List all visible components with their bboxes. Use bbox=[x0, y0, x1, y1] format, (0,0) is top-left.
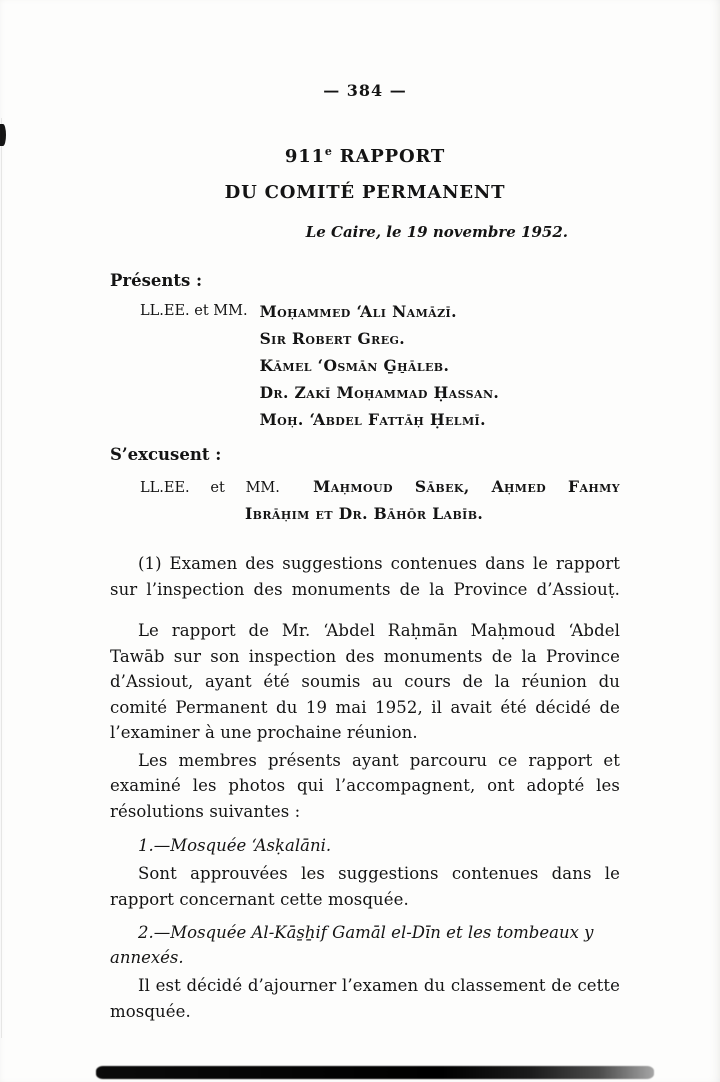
report-subtitle: DU COMITÉ PERMANENT bbox=[224, 182, 506, 203]
presents-names bbox=[260, 298, 500, 433]
attendee-name-1: Moḥammed ‘Ali Namāzī. bbox=[259, 302, 457, 321]
presents-prefix: LL.EE. et MM. bbox=[140, 303, 248, 319]
scan-artifact-bottom-bar bbox=[96, 1066, 654, 1079]
body-paragraph-1: Le rapport de Mr. ‘Abdel Raḥmān Maḥmoud ‘Abdel Tawāb sur son inspection des monuments de la Province d’Assiout, ayant été soumis au cours de la réunion du comité Permanent du 19 mai 1952, il avait été décidé de l’examiner à une prochaine réunion. bbox=[110, 621, 620, 742]
report-title-word: RAPPORT bbox=[339, 146, 446, 167]
excuses-label: S’excusent : bbox=[110, 445, 222, 464]
report-number-ordinal: e bbox=[324, 145, 333, 158]
presents-label: Présents : bbox=[110, 271, 203, 290]
attendee-name-5: Moḥ. ‘Abdel Fattāḥ Ḥelmī. bbox=[259, 410, 486, 429]
dateline: Le Caire, le 19 novembre 1952. bbox=[305, 223, 568, 241]
resolution-2-heading: 2.—Mosquée Al-Kās̱ẖif Gamāl el-Dīn et les tombeaux y annexés. bbox=[110, 923, 594, 967]
text-block bbox=[110, 0, 620, 1024]
resolution-1-text: Sont approuvées les suggestions contenues dans le rapport concernant cette mosquée. bbox=[110, 864, 620, 909]
attendee-name-2: Sir Robert Greg. bbox=[259, 329, 406, 348]
resolution-1-heading: 1.—Mosquée ‘Asḳalāni. bbox=[138, 836, 332, 855]
report-number: 911 bbox=[284, 146, 325, 167]
body-paragraph-2: Les membres présents ayant parcouru ce rapport et examiné les photos qui l’accompagnent, ont adopté les résolutions suivantes : bbox=[110, 750, 620, 821]
excused-names: Maḥmoud Sābek, Aḥmed Fahmy bbox=[313, 477, 621, 496]
attendee-name-3: Kāmel ‘Osmān G̱ẖāleb. bbox=[259, 356, 450, 375]
excused-names-line-2: Ibrāḥim et Dr. Bāhōr Labīb. bbox=[245, 504, 484, 523]
agenda-item-heading: (1) Examen des suggestions contenues dans le rapport sur l’inspection des monuments de la Province d’Assiouṭ. bbox=[110, 554, 620, 599]
excused-names-line-1 bbox=[140, 473, 620, 501]
scan-artifact-spine-line bbox=[1, 118, 2, 1038]
report-title bbox=[110, 144, 620, 170]
resolution-2-text: Il est décidé d’ajourner l’examen du classement de cette mosquée. bbox=[110, 976, 620, 1021]
attendee-name-4: Dr. Zakī Moḥammad Ḥassan. bbox=[259, 383, 500, 402]
presents-list bbox=[110, 298, 620, 433]
page-number: — 384 — bbox=[323, 81, 407, 100]
excuses-prefix: LL.EE. et MM. bbox=[140, 480, 280, 496]
